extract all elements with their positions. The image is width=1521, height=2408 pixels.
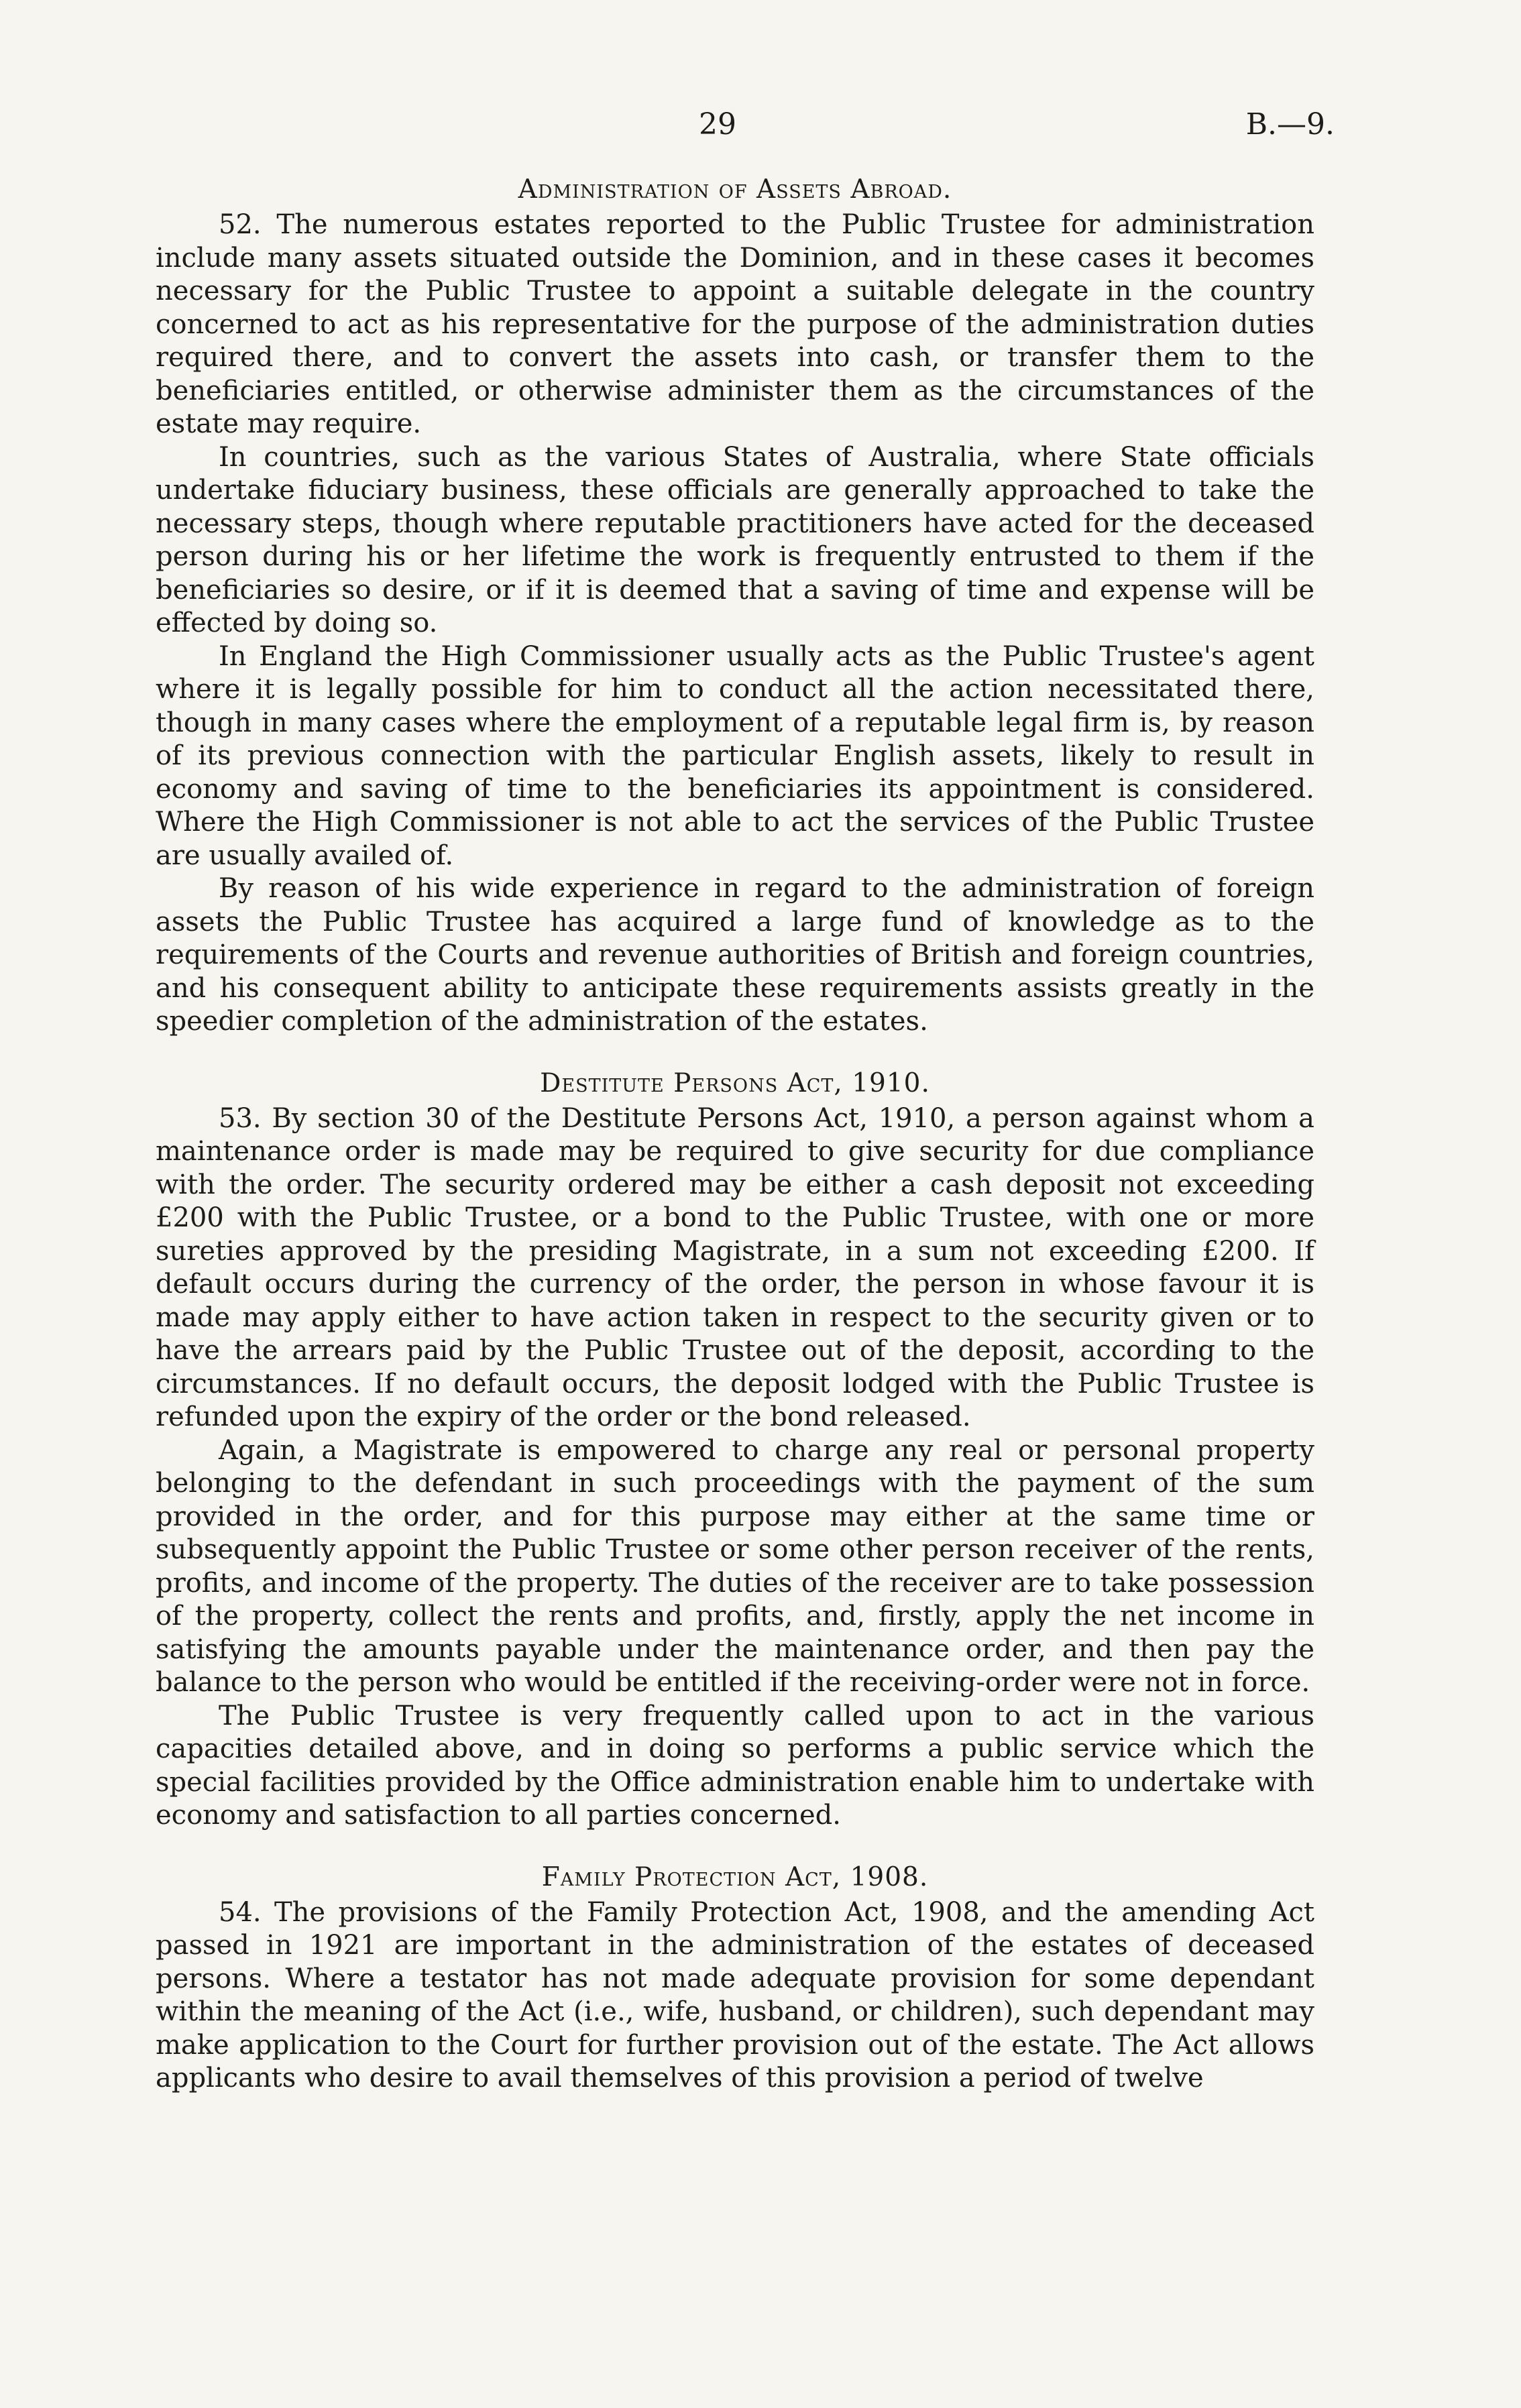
document-reference: B.—9. <box>1245 107 1335 141</box>
section-heading-family-protection-act: Family Protection Act, 1908. <box>541 1861 929 1892</box>
section-heading-destitute-persons-act: Destitute Persons Act, 1910. <box>540 1068 930 1098</box>
paragraph: By reason of his wide experience in regard to the administration of foreign assets the Public Trustee has acquired a large fund of knowledge as to the requirements of the Courts and revenue authorities of British and foreign countries, and his consequent ability to anticipate these requirements assists greatly in the speedier completion of the administration of the estates. <box>156 873 1314 1037</box>
paragraph: In countries, such as the various States of Australia, where State officials undertake fiduciary business, these officials are generally approached to take the necessary steps, though where reputable practitioners have acted for the deceased person during his or her lifetime the work is frequently entrusted to them if the beneficiaries so desire, or if it is deemed that a saving of time and expense will be effected by doing so. <box>156 441 1314 638</box>
paragraph: Again, a Magistrate is empowered to charge any real or personal property belonging to the defendant in such proceedings with the payment of the sum provided in the order, and for this purpose may either at the same time or subsequently appoint the Public Trustee or some other person receiver of the rents, profits, and income of the property. The duties of the receiver are to take possession of the property, collect the rents and profits, and, firstly, apply the net income in satisfying the amounts payable under the maintenance order, and then pay the balance to the person who would be entitled if the receiving-order were not in force. <box>156 1434 1314 1698</box>
page-body <box>156 174 1314 2096</box>
paragraph-52: 52. The numerous estates reported to the Public Trustee for administration include many assets situated outside the Dominion, and in these cases it becomes necessary for the Public Trustee to appoint a suitable delegate in the country concerned to act as his representative for the purpose of the administration duties required there, and to convert the assets into cash, or transfer them to the beneficiaries entitled, or otherwise administer them as the circumstances of the estate may require. <box>156 209 1314 439</box>
paragraph: The Public Trustee is very frequently called upon to act in the various capacities detailed above, and in doing so performs a public service which the special facilities provided by the Office administration enable him to undertake with economy and satisfaction to all parties concerned. <box>156 1700 1314 1831</box>
paragraph-54: 54. The provisions of the Family Protection Act, 1908, and the amending Act passed in 1921 are important in the administration of the estates of deceased persons. Where a testator has not made adequate provision for some dependant within the meaning of the Act (i.e., wife, husband, or children), such dependant may make application to the Court for further provision out of the estate. The Act allows applicants who desire to avail themselves of this provision a period of twelve <box>156 1896 1314 2094</box>
paragraph-53: 53. By section 30 of the Destitute Persons Act, 1910, a person against whom a maintenance order is made may be required to give security for due compliance with the order. The security ordered may be either a cash deposit not exceeding £200 with the Public Trustee, or a bond to the Public Trustee, with one or more sureties approved by the presiding Magistrate, in a sum not exceeding £200. If default occurs during the currency of the order, the person in whose favour it is made may apply either to have action taken in respect to the security given or to have the arrears paid by the Public Trustee out of the deposit, according to the circumstances. If no default occurs, the deposit lodged with the Public Trustee is refunded upon the expiry of the order or the bond released. <box>156 1102 1314 1432</box>
section-heading-assets-abroad: Administration of Assets Abroad. <box>518 174 952 205</box>
paragraph: In England the High Commissioner usually acts as the Public Trustee's agent where it is legally possible for him to conduct all the action necessitated there, though in many cases where the employment of a reputable legal firm is, by reason of its previous connection with the particular English assets, likely to result in economy and saving of time to the beneficiaries its appointment is considered. Where the High Commissioner is not able to act the services of the Public Trustee are usually availed of. <box>156 640 1314 871</box>
page-number: 29 <box>699 107 736 141</box>
